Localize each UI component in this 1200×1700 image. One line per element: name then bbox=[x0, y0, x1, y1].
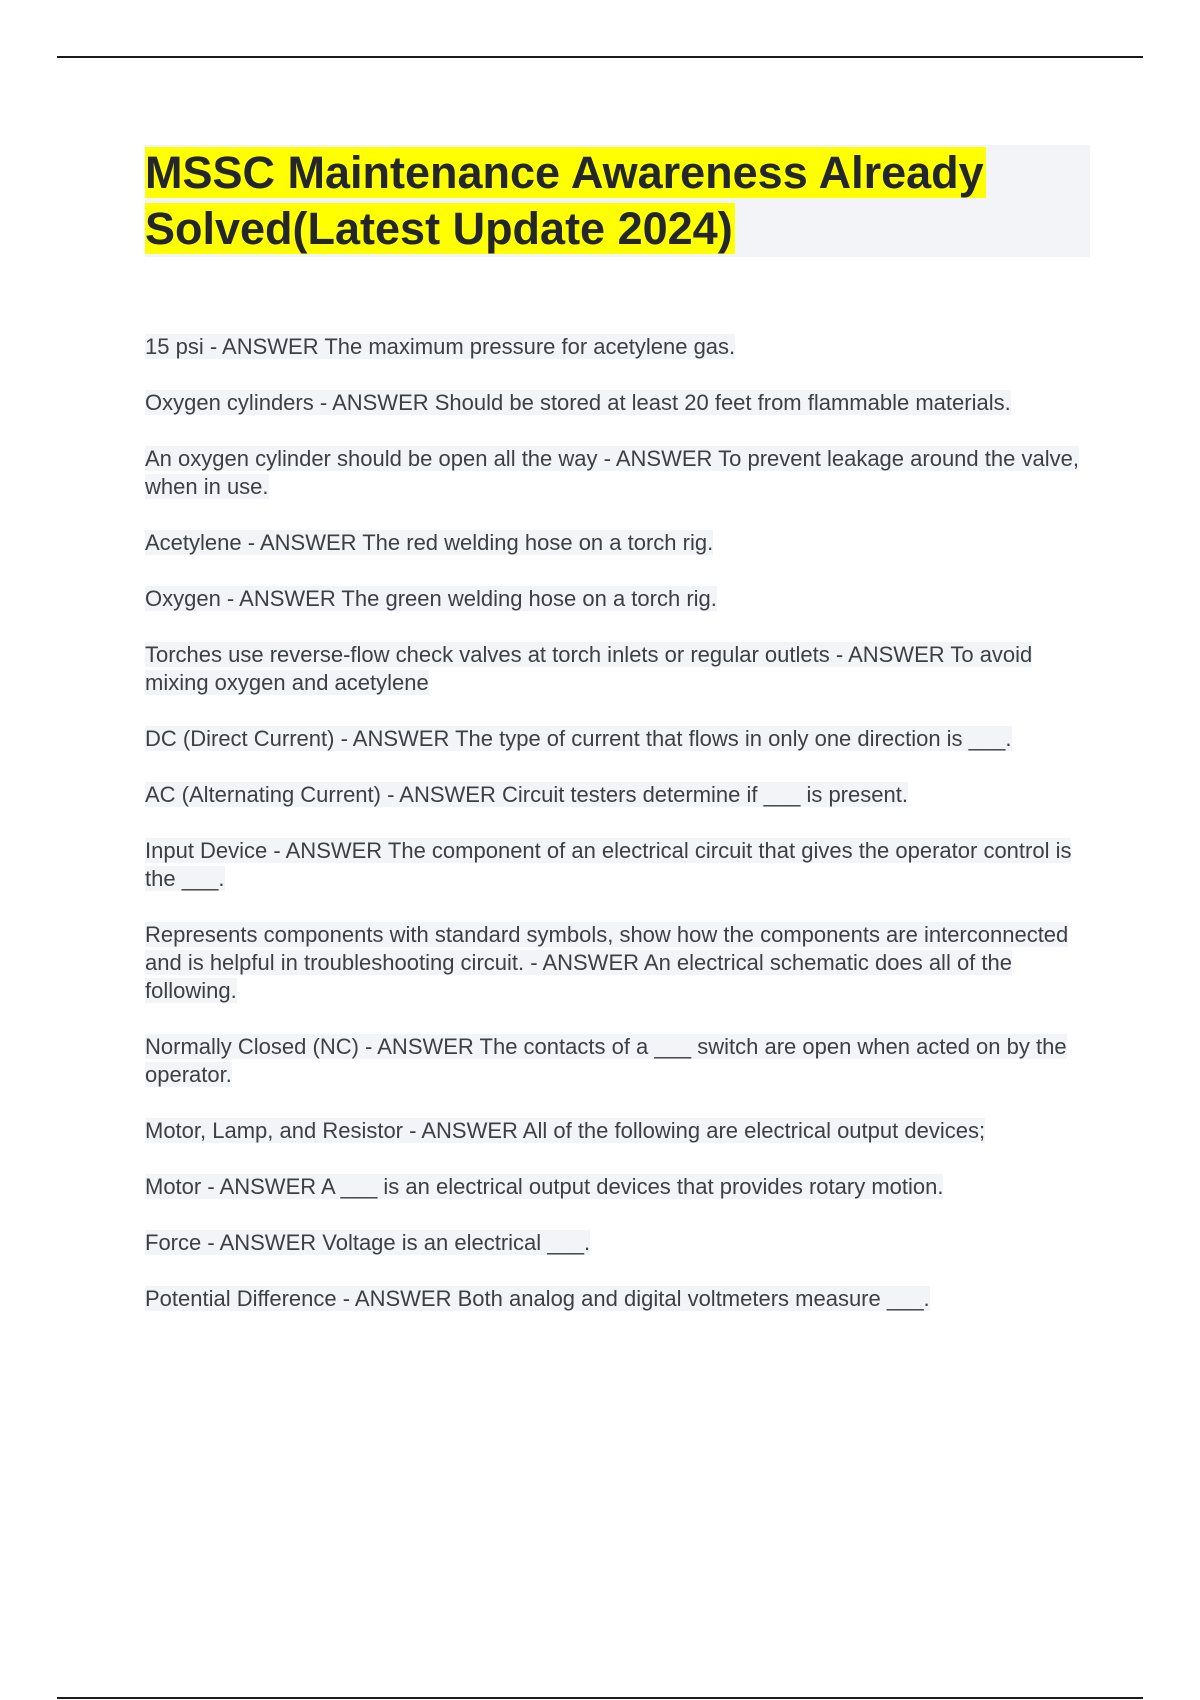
qa-list bbox=[145, 333, 1090, 1313]
qa-item-text: Acetylene - ANSWER The red welding hose on a torch rig. bbox=[145, 530, 714, 555]
qa-item-text: Oxygen cylinders - ANSWER Should be stored at least 20 feet from flammable materials. bbox=[145, 390, 1011, 415]
qa-item bbox=[145, 1117, 1090, 1145]
document-title-text: MSSC Maintenance Awareness Already Solved(Latest Update 2024) bbox=[145, 147, 984, 254]
bottom-rule bbox=[57, 1697, 1143, 1699]
qa-item-text: Oxygen - ANSWER The green welding hose on a torch rig. bbox=[145, 586, 717, 611]
qa-item bbox=[145, 1173, 1090, 1201]
qa-item bbox=[145, 781, 1090, 809]
qa-item bbox=[145, 1033, 1090, 1089]
qa-item bbox=[145, 445, 1090, 501]
qa-item-text: Motor - ANSWER A ___ is an electrical output devices that provides rotary motion. bbox=[145, 1174, 944, 1199]
qa-item-text: DC (Direct Current) - ANSWER The type of current that flows in only one direction is ___. bbox=[145, 726, 1012, 751]
qa-item bbox=[145, 725, 1090, 753]
qa-item bbox=[145, 837, 1090, 893]
qa-item bbox=[145, 1285, 1090, 1313]
qa-item bbox=[145, 1229, 1090, 1257]
qa-item-text: Motor, Lamp, and Resistor - ANSWER All of the following are electrical output devices; bbox=[145, 1118, 986, 1143]
qa-item-text: Normally Closed (NC) - ANSWER The contacts of a ___ switch are open when acted on by the operator. bbox=[145, 1034, 1067, 1087]
document-title bbox=[145, 145, 1090, 257]
top-rule bbox=[57, 56, 1143, 58]
qa-item-text: AC (Alternating Current) - ANSWER Circuit testers determine if ___ is present. bbox=[145, 782, 908, 807]
qa-item-text: Force - ANSWER Voltage is an electrical ___. bbox=[145, 1230, 591, 1255]
qa-item bbox=[145, 641, 1090, 697]
qa-item bbox=[145, 529, 1090, 557]
qa-item-text: An oxygen cylinder should be open all the way - ANSWER To prevent leakage around the valve, when in use. bbox=[145, 446, 1079, 499]
document-body bbox=[145, 145, 1090, 1341]
qa-item-text: 15 psi - ANSWER The maximum pressure for acetylene gas. bbox=[145, 334, 736, 359]
qa-item bbox=[145, 389, 1090, 417]
qa-item-text: Input Device - ANSWER The component of an electrical circuit that gives the operator control is the ___. bbox=[145, 838, 1072, 891]
qa-item bbox=[145, 585, 1090, 613]
title-block bbox=[145, 145, 1090, 257]
qa-item bbox=[145, 921, 1090, 1005]
qa-item-text: Torches use reverse-flow check valves at torch inlets or regular outlets - ANSWER To avoid mixing oxygen and acetylene bbox=[145, 642, 1033, 695]
qa-item-text: Represents components with standard symbols, show how the components are interconnected and is helpful in troubleshooting circuit. - ANSWER An electrical schematic does all of the following. bbox=[145, 922, 1069, 1003]
qa-item-text: Potential Difference - ANSWER Both analog and digital voltmeters measure ___. bbox=[145, 1286, 930, 1311]
qa-item bbox=[145, 333, 1090, 361]
